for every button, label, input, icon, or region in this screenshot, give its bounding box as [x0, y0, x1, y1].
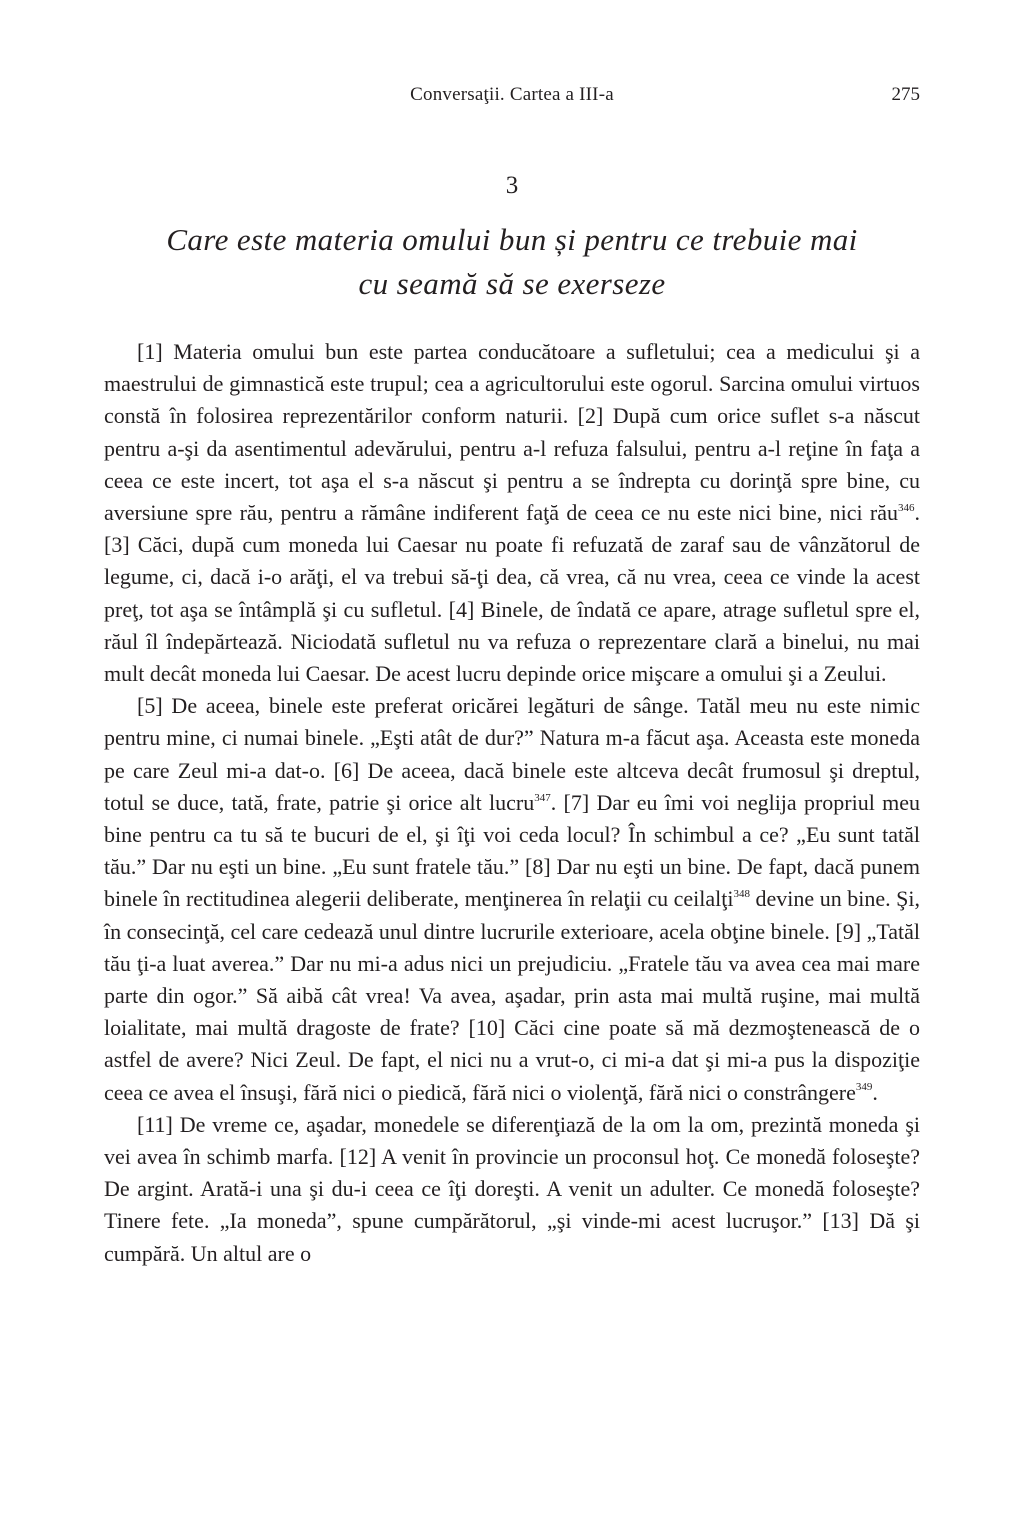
- page-number: 275: [891, 84, 920, 105]
- text-segment: . [7] Dar eu îmi voi neglija propriul meu bine pentru ca tu să te bucuri de el, şi îţi voi ceda locul? În schimbul a ce? „Eu sunt tatăl tău.” Dar nu eşti un bine. „Eu sunt fratele tău.” [8] Dar nu eşti un bine. De fapt, dacă punem binele în rectitudinea alegerii deliberate, menţinerea în relaţii cu ceilalţi: [104, 789, 921, 912]
- text-segment: [11] De vreme ce, aşadar, monedele se diferenţiază de la om la om, prezintă moneda şi vei avea în schimb marfa. [12] A venit în provincie un proconsul hoţ. Ce monedă foloseşte? De argint. Arată-i una şi du-i ceea ce îţi doreşti. A venit un adulter. Ce monedă foloseşte? Tinere fete. „Ia moneda”, spune cumpărătorul, „şi vinde-mi acest lucruşor.” [13] Dă şi cumpără. Un altul are o: [104, 1111, 920, 1266]
- paragraph: [104, 336, 920, 690]
- body-text: [104, 336, 920, 1270]
- text-segment: [1] Materia omului bun este partea conducătoare a sufletului; cea a medicului şi a maestrului de gimnastică este trupul; cea a agricultorului este ogorul. Sarcina omului virtuos constă în folosirea reprezentărilor conform naturii. [2] După cum orice suflet s-a născut pentru a-şi da asentimentul adevărului, pentru a-l refuza falsului, pentru a-l reţine în faţa a ceea ce este incert, tot aşa el s-a născut şi pentru a se îndrepta cu dorinţă spre bine, cu aversiune spre rău, pentru a rămâne indiferent faţă de ceea ce nu este nici bine, nici rău: [104, 339, 920, 526]
- text-segment: .: [872, 1079, 878, 1105]
- running-header: [104, 84, 920, 112]
- text-segment: devine un bine. Şi, în consecinţă, cel care cedează unul dintre lucrurile exterioare, acela obţine binele. [9] „Tatăl tău ţi-a luat averea.” Dar nu mi-a adus nici un prejudiciu. „Fratele tău va avea cea mai mare parte din ogor.” Să aibă cât vrea! Va avea, aşadar, prin asta mai multă ruşine, mai multă loialitate, mai multă dragoste de frate? [10] Căci cine poate să mă dezmoştenească de o astfel de avere? Nici Zeul. De fapt, el nici nu a vrut-o, ci mi-a dat şi mi-a pus la dispoziţie ceea ce avea el însuşi, fără nici o piedică, fără nici o violenţă, fără nici o constrângere: [104, 886, 920, 1105]
- text-segment: [5] De aceea, binele este preferat oricărei legături de sânge. Tatăl meu nu este nimic pentru mine, ci numai binele. „Eşti atât de dur?” Natura m-a făcut aşa. Aceasta este moneda pe care Zeul mi-a dat-o. [6] De aceea, dacă binele este altceva decât frumosul şi dreptul, totul se duce, tată, frate, patrie şi orice alt lucru: [104, 693, 920, 815]
- paragraph: [104, 1109, 920, 1270]
- paragraph: [104, 690, 920, 1109]
- chapter-number: 3: [505, 172, 519, 199]
- chapter-title: [104, 218, 920, 306]
- running-title: Conversaţii. Cartea a III-a: [410, 84, 614, 105]
- footnote-ref[interactable]: 349: [855, 1081, 873, 1094]
- footnote-ref[interactable]: 347: [534, 791, 551, 804]
- text-segment: . [3] Căci, după cum moneda lui Caesar nu poate fi refuzată de zaraf sau de vânzătorul de legume, ci, dacă i-o arăţi, el va trebui să-ţi dea, că vrea, că nu vrea, ceea ce vinde la acest preţ, tot aşa se întâmplă şi cu sufletul. [4] Binele, de îndată ce apare, atrage sufletul spre el, răul îl îndepărtează. Niciodată sufletul nu va refuza o reprezentare clară a binelui, nu mai mult decât moneda lui Caesar. De acest lucru depinde orice mişcare a omului şi a Zeului.: [104, 500, 920, 687]
- footnote-ref[interactable]: 346: [898, 501, 915, 514]
- footnote-ref[interactable]: 348: [733, 888, 750, 901]
- chapter-title-line: cu seamă să se exerseze: [358, 266, 666, 301]
- chapter-title-line: Care este materia omului bun și pentru ce trebuie mai: [166, 222, 858, 257]
